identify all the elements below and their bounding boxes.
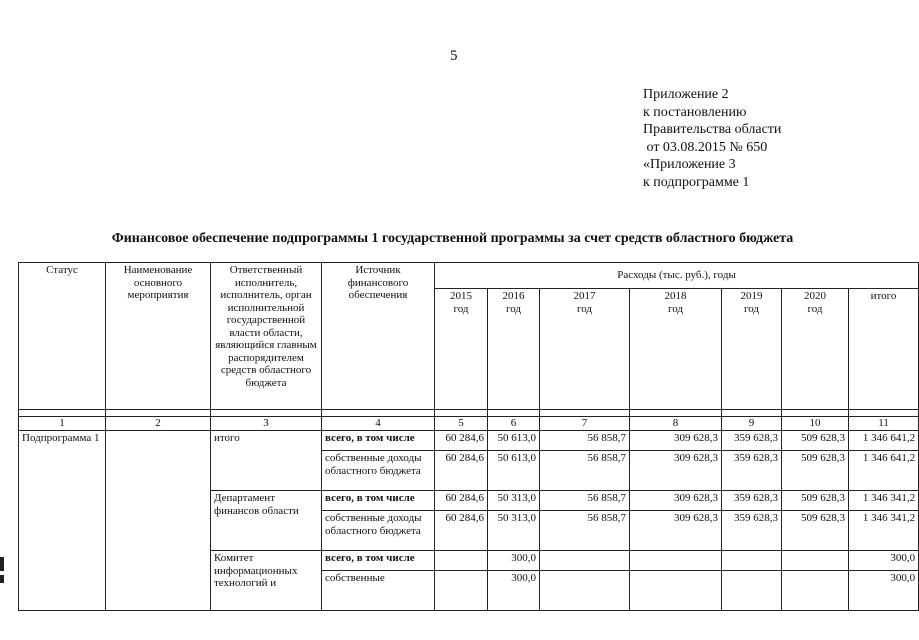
appendix-line: Правительства области bbox=[643, 122, 782, 137]
value-cell: 309 628,3 bbox=[630, 511, 722, 551]
appendix-line: «Приложение 3 bbox=[643, 157, 736, 172]
value-cell: 60 284,6 bbox=[435, 431, 488, 451]
source-cell: собственные доходы областного бюджета bbox=[322, 511, 435, 551]
header-year: 2017 год bbox=[540, 289, 630, 410]
value-cell: 300,0 bbox=[488, 551, 540, 571]
value-cell bbox=[435, 551, 488, 571]
executor-cell: итого bbox=[211, 431, 322, 491]
header-total: итого bbox=[849, 289, 919, 410]
value-cell: 509 628,3 bbox=[782, 491, 849, 511]
header-year: 2016 год bbox=[488, 289, 540, 410]
value-cell: 359 628,3 bbox=[722, 511, 782, 551]
value-cell bbox=[782, 571, 849, 611]
value-cell bbox=[540, 571, 630, 611]
value-cell: 60 284,6 bbox=[435, 451, 488, 491]
value-cell bbox=[782, 551, 849, 571]
value-cell: 309 628,3 bbox=[630, 431, 722, 451]
value-cell: 359 628,3 bbox=[722, 451, 782, 491]
col-number: 4 bbox=[322, 417, 435, 431]
value-cell: 309 628,3 bbox=[630, 491, 722, 511]
header-row bbox=[19, 263, 919, 289]
source-cell: собственные bbox=[322, 571, 435, 611]
value-cell: 1 346 641,2 bbox=[849, 451, 919, 491]
value-cell: 509 628,3 bbox=[782, 451, 849, 491]
value-cell: 56 858,7 bbox=[540, 511, 630, 551]
appendix-line: к подпрограмме 1 bbox=[643, 174, 750, 190]
header-status: Статус bbox=[19, 263, 106, 410]
column-number-row bbox=[19, 417, 919, 431]
executor-cell: Комитет информационных технологий и bbox=[211, 551, 322, 611]
header-year: 2018 год bbox=[630, 289, 722, 410]
col-number: 10 bbox=[782, 417, 849, 431]
value-cell: 56 858,7 bbox=[540, 431, 630, 451]
appendix-line: от 03.08.2015 № 650 bbox=[643, 139, 768, 155]
value-cell: 300,0 bbox=[849, 551, 919, 571]
header-name: Наименование основного мероприятия bbox=[106, 263, 211, 410]
col-number: 8 bbox=[630, 417, 722, 431]
table-row bbox=[19, 431, 919, 451]
value-cell bbox=[630, 551, 722, 571]
name-cell bbox=[106, 431, 211, 611]
header-year: 2019 год bbox=[722, 289, 782, 410]
col-number: 7 bbox=[540, 417, 630, 431]
value-cell: 359 628,3 bbox=[722, 491, 782, 511]
header-year: 2020 год bbox=[782, 289, 849, 410]
value-cell: 56 858,7 bbox=[540, 451, 630, 491]
source-cell: всего, в том числе bbox=[322, 551, 435, 571]
value-cell bbox=[722, 571, 782, 611]
col-number: 11 bbox=[849, 417, 919, 431]
col-number: 9 bbox=[722, 417, 782, 431]
page-number: 5 bbox=[450, 48, 458, 64]
col-number: 5 bbox=[435, 417, 488, 431]
value-cell: 359 628,3 bbox=[722, 431, 782, 451]
header-source: Источник финансового обеспечения bbox=[322, 263, 435, 410]
value-cell bbox=[722, 551, 782, 571]
value-cell bbox=[435, 571, 488, 611]
appendix-line: Приложение 2 bbox=[643, 87, 729, 102]
source-cell: всего, в том числе bbox=[322, 431, 435, 451]
scan-margin-mark bbox=[0, 557, 4, 571]
header-executor: Ответственный исполнитель, исполнитель, орган исполнительной государственной власти области, являющийся главным распорядителем средств областного бюджета bbox=[211, 263, 322, 410]
value-cell: 50 313,0 bbox=[488, 511, 540, 551]
document-title: Финансовое обеспечение подпрограммы 1 государственной программы за счет средств областного бюджета bbox=[111, 231, 794, 246]
value-cell bbox=[540, 551, 630, 571]
value-cell: 300,0 bbox=[849, 571, 919, 611]
header-expenses: Расходы (тыс. руб.), годы bbox=[435, 263, 919, 289]
appendix-line: к постановлению bbox=[643, 104, 747, 120]
col-number: 3 bbox=[211, 417, 322, 431]
appendix-block bbox=[643, 86, 781, 191]
header-year: 2015 год bbox=[435, 289, 488, 410]
value-cell: 50 613,0 bbox=[488, 451, 540, 491]
value-cell: 509 628,3 bbox=[782, 511, 849, 551]
executor-cell: Департамент финансов области bbox=[211, 491, 322, 551]
value-cell: 1 346 341,2 bbox=[849, 511, 919, 551]
value-cell bbox=[630, 571, 722, 611]
header-separator bbox=[19, 410, 919, 417]
source-cell: всего, в том числе bbox=[322, 491, 435, 511]
col-number: 1 bbox=[19, 417, 106, 431]
value-cell: 309 628,3 bbox=[630, 451, 722, 491]
value-cell: 60 284,6 bbox=[435, 511, 488, 551]
status-cell: Подпрограмма 1 bbox=[19, 431, 106, 611]
value-cell: 1 346 341,2 bbox=[849, 491, 919, 511]
value-cell: 509 628,3 bbox=[782, 431, 849, 451]
source-cell: собственные доходы областного бюджета bbox=[322, 451, 435, 491]
value-cell: 300,0 bbox=[488, 571, 540, 611]
budget-table bbox=[18, 262, 919, 611]
value-cell: 60 284,6 bbox=[435, 491, 488, 511]
value-cell: 56 858,7 bbox=[540, 491, 630, 511]
col-number: 2 bbox=[106, 417, 211, 431]
value-cell: 50 313,0 bbox=[488, 491, 540, 511]
value-cell: 1 346 641,2 bbox=[849, 431, 919, 451]
col-number: 6 bbox=[488, 417, 540, 431]
scan-margin-mark bbox=[0, 575, 4, 583]
value-cell: 50 613,0 bbox=[488, 431, 540, 451]
